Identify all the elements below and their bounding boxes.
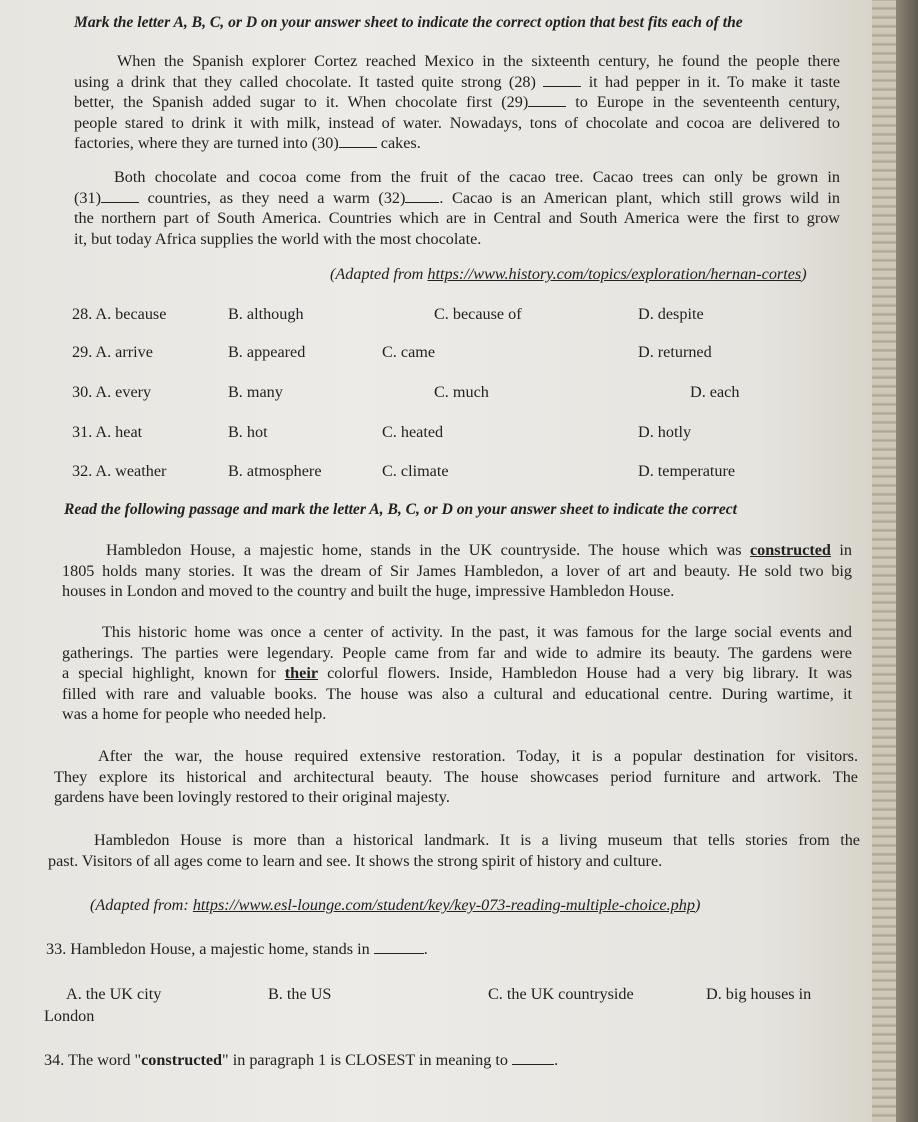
section1-instruction: Mark the letter A, B, C, or D on your answer sheet to indicate the correct option that best fits each of the	[74, 14, 743, 31]
folder-edge-shadow	[896, 0, 918, 1122]
option-29c[interactable]: C. came	[382, 343, 436, 361]
option-29b[interactable]: B. appeared	[228, 343, 306, 361]
question-33-stem: 33. Hambledon House, a majestic home, stands in .	[46, 940, 428, 958]
option-32a[interactable]: 32. A. weather	[72, 462, 167, 480]
hambledon-paragraph-2: This historic home was once a center of activity. In the past, it was famous for the large social events and gatherings. The parties were legendary. People came from far and wide to admire its beauty. The gardens were a special highlight, known for their colorful flowers. Inside, Hambledon House had a very big library. It was filled with rare and valuable books. The house was also a cultural and educational centre. During wartime, it was a home for people who needed help.	[62, 623, 853, 724]
source-link-1[interactable]: https://www.history.com/topics/exploration/hernan-cortes	[427, 265, 802, 283]
option-30b[interactable]: B. many	[228, 383, 283, 401]
chocolate-paragraph-2: Both chocolate and cocoa come from the fruit of the cacao tree. Cacao trees can only be grown in (31) countries, as they need a warm (32) . Cacao is an American plant, which still grows wild in the northern part of South America. Countries which are in Central and South America were the first to grow it, but today Africa supplies the world with the most chocolate.	[74, 168, 840, 248]
option-30a[interactable]: 30. A. every	[72, 383, 152, 401]
option-33b[interactable]: B. the US	[268, 985, 332, 1003]
option-33d[interactable]: D. big houses in	[706, 985, 812, 1003]
blank-30	[339, 135, 377, 148]
word-constructed: constructed	[750, 541, 831, 559]
chocolate-paragraph-1: When the Spanish explorer Cortez reached Mexico in the sixteenth century, he found the people there using a drink that they called chocolate. It tasted quite strong (28) it had pepper in it. To make it taste better, the Spanish added sugar to it. When chocolate first (29) to Europe in the seventeenth century, people stared to drink it with milk, instead of water. Nowadays, tons of chocolate and cocoa are delivered to factories, where they are turned into (30) cakes.	[74, 52, 841, 153]
option-31b[interactable]: B. hot	[228, 423, 268, 441]
blank-29	[528, 94, 566, 107]
option-28a[interactable]: 28. A. because	[72, 305, 167, 323]
option-32b[interactable]: B. atmosphere	[228, 462, 322, 480]
blank-32	[405, 190, 439, 203]
option-28d[interactable]: D. despite	[638, 305, 704, 323]
hambledon-paragraph-3: After the war, the house required extensive restoration. Today, it is a popular destination for visitors. They explore its historical and architectural beauty. The house showcases period furniture and artwork. The gardens have been lovingly restored to their original majesty.	[54, 747, 858, 807]
option-32c[interactable]: C. climate	[382, 462, 449, 480]
blank-31	[101, 190, 139, 203]
option-33c[interactable]: C. the UK countryside	[488, 985, 634, 1003]
option-31c[interactable]: C. heated	[382, 423, 444, 441]
source-citation-2: (Adapted from: https://www.esl-lounge.com/student/key/key-073-reading-multiple-choice.php)	[90, 896, 701, 914]
question-34-stem: 34. The word "constructed" in paragraph 1 is CLOSEST in meaning to .	[44, 1051, 559, 1069]
word-their: their	[284, 664, 319, 683]
option-30d[interactable]: D. each	[690, 383, 740, 401]
option-31a[interactable]: 31. A. heat	[72, 423, 143, 441]
hambledon-paragraph-1: Hambledon House, a majestic home, stands in the UK countryside. The house which was constructed in 1805 holds many stories. It was the dream of Sir James Hambledon, a lover of art and beauty. He sold two big houses in London and moved to the country and built the huge, impressive Hambledon House.	[62, 541, 852, 601]
option-28c[interactable]: C. because of	[434, 305, 522, 323]
blank-34	[512, 1052, 554, 1065]
option-30c[interactable]: C. much	[434, 383, 489, 401]
option-32d[interactable]: D. temperature	[638, 462, 736, 480]
section2-instruction: Read the following passage and mark the letter A, B, C, or D on your answer sheet to indicate the correct	[64, 501, 738, 518]
blank-28	[543, 74, 581, 87]
option-31d[interactable]: D. hotly	[638, 423, 692, 441]
option-29d[interactable]: D. returned	[638, 343, 712, 361]
option-33d-continued: London	[44, 1007, 95, 1025]
option-28b[interactable]: B. although	[228, 305, 304, 323]
source-citation-1: (Adapted from https://www.history.com/topics/exploration/hernan-cortes)	[330, 265, 807, 283]
hambledon-paragraph-4: Hambledon House is more than a historical landmark. It is a living museum that tells stories from the past. Visitors of all ages come to learn and see. It shows the strong spirit of history and culture.	[48, 831, 860, 870]
option-29a[interactable]: 29. A. arrive	[72, 343, 153, 361]
option-33a[interactable]: A. the UK city	[66, 985, 162, 1003]
source-link-2[interactable]: https://www.esl-lounge.com/student/key/key-073-reading-multiple-choice.php	[192, 896, 695, 914]
blank-33	[374, 941, 424, 954]
